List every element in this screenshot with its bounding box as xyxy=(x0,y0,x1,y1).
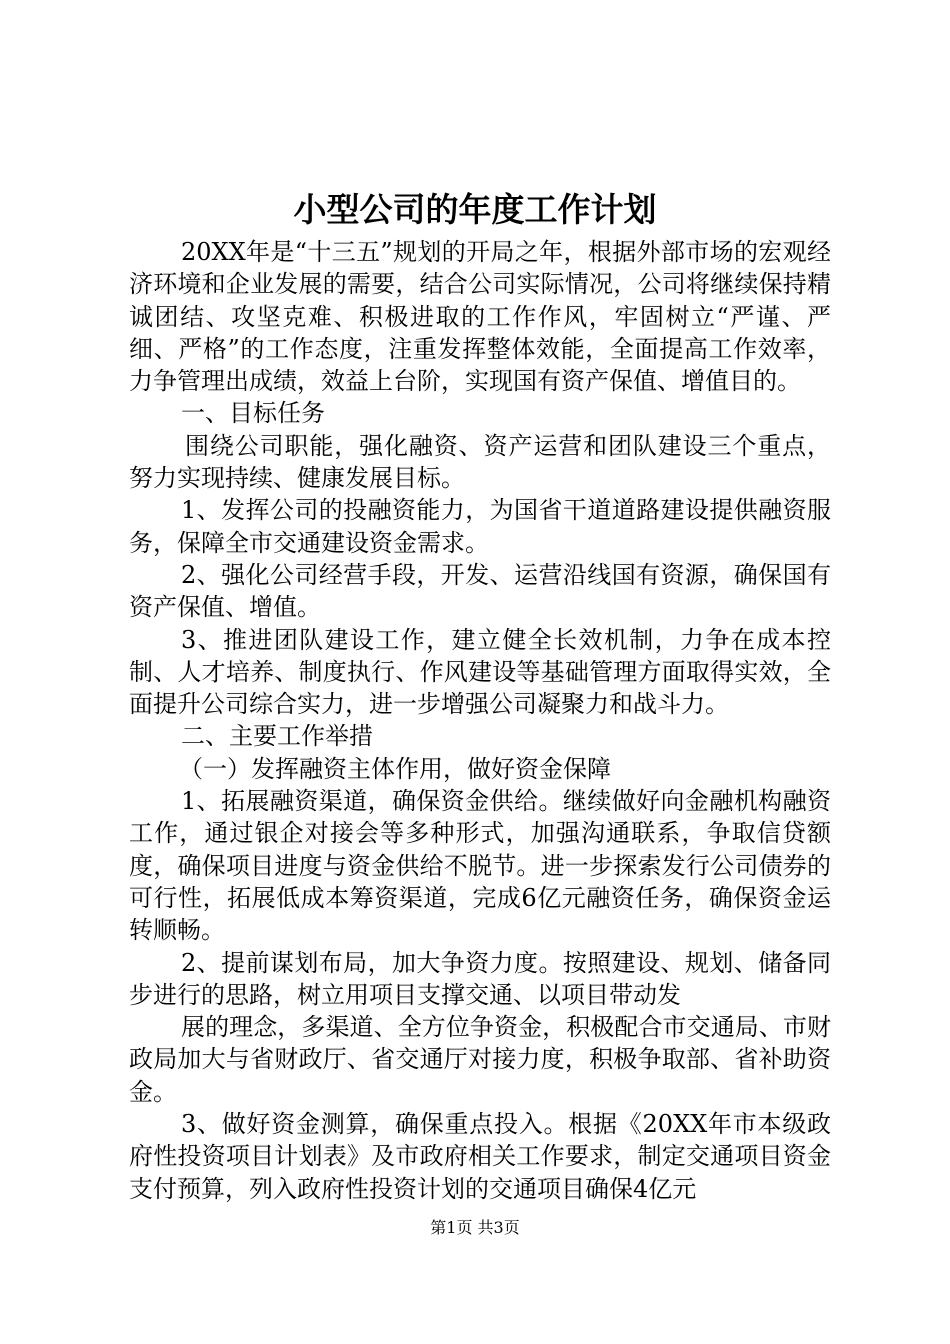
goal-item-1: 1、发挥公司的投融资能力，为国省干道道路建设提供融资服务，保障全市交通建设资金需求。 xyxy=(129,496,831,557)
goal-item-3: 3、推进团队建设工作，建立健全长效机制，力争在成本控制、人才培养、制度执行、作风建设等基础管理方面取得实效，全面提升公司综合实力，进一步增强公司凝聚力和战斗力。 xyxy=(129,625,831,719)
page-footer: 第1页 共3页 xyxy=(430,1218,520,1237)
measure-item-1: 1、拓展融资渠道，确保资金供给。继续做好向金融机构融资工作，通过银企对接会等多种形式，加强沟通联系，争取信贷额度，确保项目进度与资金供给不脱节。进一步探索发行公司债券的可行性，拓展低成本筹资渠道，完成6亿元融资任务，确保资金运转顺畅。 xyxy=(129,787,831,945)
measure-item-3: 3、做好资金测算，确保重点投入。根据《20XX年市本级政府性投资项目计划表》及市政府相关工作要求，制定交通项目资金支付预算，列入政府性投资计划的交通项目确保4亿元 xyxy=(129,1110,831,1203)
document-title: 小型公司的年度工作计划 xyxy=(293,190,657,229)
subsection-heading-financing: （一）发挥融资主体作用，做好资金保障 xyxy=(179,754,611,783)
intro-paragraph: 20XX年是“十三五”规划的开局之年，根据外部市场的宏观经济环境和企业发展的需要，结合公司实际情况，公司将继续保持精诚团结、攻坚克难、积极进取的工作作风，牢固树立“严谨、严细、严格”的工作态度，注重发挥整体效能，全面提高工作效率，力争管理出成绩，效益上台阶，实现国有资产保值、增值目的。 xyxy=(129,238,831,396)
measure-item-2: 2、提前谋划布局，加大争资力度。按照建设、规划、储备同步进行的思路，树立用项目支撑交通、以项目带动发 xyxy=(129,948,831,1009)
goal-item-2: 2、强化公司经营手段，开发、运营沿线国有资源，确保国有资产保值、增值。 xyxy=(129,560,831,622)
measure-item-2-continued: 展的理念，多渠道、全方位争资金，积极配合市交通局、市财政局加大与省财政厅、省交通厅对接力度，积极争取部、省补助资金。 xyxy=(129,1013,831,1106)
document-body xyxy=(129,236,831,1205)
section-heading-measures: 二、主要工作举措 xyxy=(181,722,373,751)
goals-paragraph: 围绕公司职能，强化融资、资产运营和团队建设三个重点，努力实现持续、健康发展目标。 xyxy=(129,431,831,493)
section-heading-goals: 一、目标任务 xyxy=(181,399,325,428)
